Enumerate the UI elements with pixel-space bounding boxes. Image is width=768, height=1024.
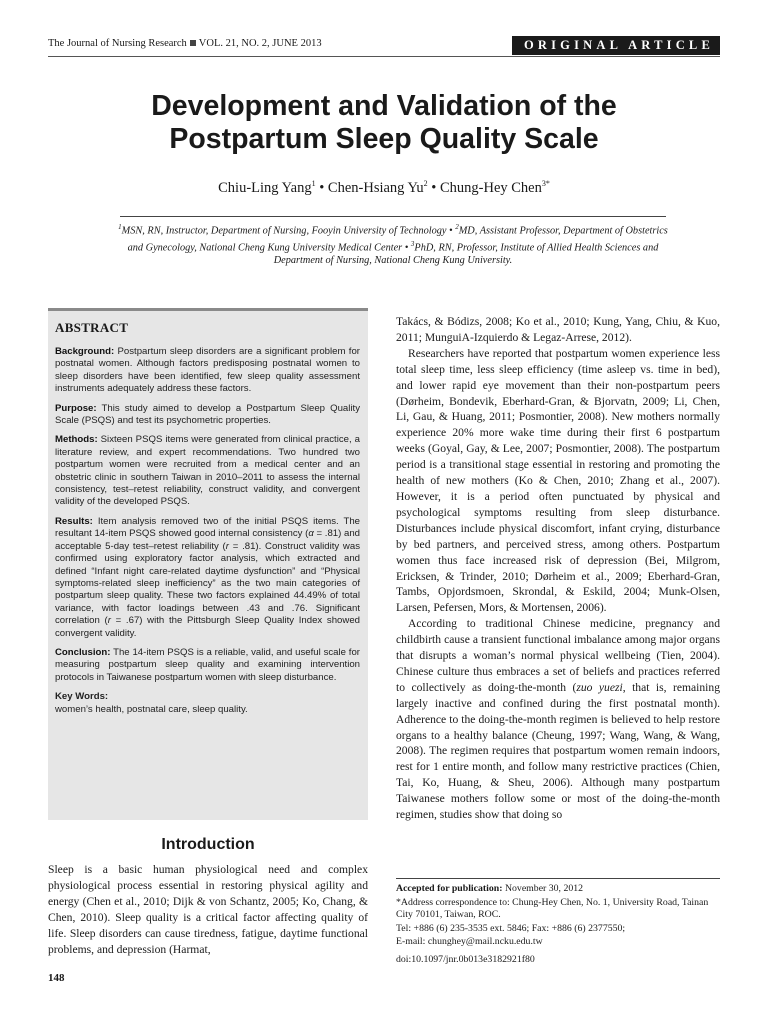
corresponding-star: * [545,179,550,188]
results-label: Results: [55,515,93,527]
author-3-affil-num: 3 [541,179,546,188]
affil-2-num: 2 [455,223,459,231]
results-text: = .81) and acceptable 5-day test–retest reliability ( [55,528,360,552]
results-text: Item analysis removed two of the initial PSQS items. The resultant 14-item PSQS showed good internal consistency ( [55,515,360,540]
affil-1: MSN, RN, Instructor, Department of Nursing, Fooyin University of Technology • [121,225,456,237]
abstract-keywords [55,691,360,716]
purpose-text: This study aimed to develop a Postpartum Sleep Quality Scale (PSQS) and test its psychometric properties. [55,402,360,427]
journal-name: The Journal of Nursing Research [48,38,187,49]
affiliation-divider [120,216,666,217]
accepted-label: Accepted for publication: [396,883,503,894]
doi: doi:10.1097/jnr.0b013e3182921f80 [396,953,535,965]
author-separator: • [427,179,440,196]
affil-1-num: 1 [118,223,122,231]
article-title [48,90,720,156]
abstract-conclusion [55,647,360,684]
alpha-symbol: α [308,528,314,540]
footnote [396,883,720,968]
abstract-methods [55,434,360,508]
contact-email: E-mail: chunghey@mail.ncku.edu.tw [396,936,543,948]
abstract-box [48,308,368,820]
keywords-label: Key Words: [55,691,109,703]
abstract-results [55,516,360,640]
r-symbol: r [107,615,111,627]
conclusion-label: Conclusion: [55,646,111,658]
abstract-background [55,346,360,396]
journal-citation [48,38,322,49]
paragraph-text: , that is, remaining largely inactive and confined during the first postnatal month). Adherence to the doing-the-month regimen is believed to help restore organs to a healthy balance (Cheung, 1997; Wang, Wang, & Wang, 2008). The regimen requires that postpartum women remain indoors, rest for 1 entire month, and follow many restrictive practices (Chien, Tai, Ko, Huang, & Sheu, 2006). Although many postpartum Taiwanese mothers follow some or most of the doing-the-month regimen, studies show that doing so [396,680,721,822]
right-column-text [396,314,720,823]
correspondence-address: *Address correspondence to: Chung-Hey Chen, No. 1, University Road, Tainan City 70101, Taiwan, ROC. [396,896,709,921]
r-symbol: r [225,540,229,552]
paragraph: Researchers have reported that postpartum women experience less total sleep time, less sleep efficiency (time asleep vs. time in bed), and lower rapid eye movement than their non-postpartum peers (Dørheim, Bondevik, Eberhard-Gran, & Bjorvatn, 2009; Li, Chen, Li, Gau, & Huang, 2011; Posmontier, 2008). New mothers normally experience 20% more wake time during their first 6 postpartum weeks (Goyal, Gay, & Lee, 2007; Posmontier, 2008). The postpartum period is a transitional stage essential in restoring and promoting the health of new mothers (Ko & Chen, 2010; Zhang et al., 2007). However, it is a period often punctuated by physical and psychological symptoms resulting from sleep disturbance. Disturbances include physical discomfort, infant crying, disturbance by bed partners, and perceived stress, among others. Postpartum women thus face increased risk of depression (Bei, Milgrom, Ericksen, & Trinder, 2010; Dørheim et al., 2009; Eberhard-Gran, Tambs, Opjordsmoen, Skrondal, & Eskild, 2004; Munk-Olsen, Larsen, Pefersen, Mors, & Mortensen, 2006). [396,346,720,615]
title-line-1: Development and Validation of the [151,90,617,122]
accepted-date [396,883,720,896]
affil-2: MD, Assistant Professor, Department of Obstetrics and Gynecology, National Cheng Kung University Medical Center • [127,225,668,254]
purpose-label: Purpose: [55,402,97,414]
results-text: = .81). Construct validity was confirmed using exploratory factor analysis, which extracted and defined “Infant night care-related daytime dysfunction” and “Physical symptoms-related sleep inefficiency” as the two main categories of postpartum sleep quality. These two factors explained 44.49% of total variance, with factor loadings between .43 and .76. Significant correlation ( [55,540,360,627]
author-2-affil: 2 [423,179,428,188]
author-separator: • [315,179,328,196]
abstract-purpose [55,403,360,428]
paragraph [396,616,720,823]
abstract-heading: ABSTRACT [55,320,129,335]
author-3: Chung-Hey Chen [439,179,542,196]
running-head [48,36,720,56]
italic-term: zuo yuezi [576,680,623,694]
background-label: Background: [55,346,115,357]
author-2: Chen-Hsiang Yu [327,179,424,196]
header-divider [48,56,720,57]
introduction-text: Sleep is a basic human physiological need and complex physiological process essential in restoring physical agility and energy (Chen et al., 2010; Dijk & von Schantz, 2005; Ko, Chang, & Chen, 2010). Sleep quality is a critical factor affecting quality of life. Sleep disorders can cause tiredness, fatigue, daytime functional problems, and depression (Harmat, [48,863,368,956]
affil-3: PhD, RN, Professor, Institute of Allied Health Sciences and Department of Nursing, National Cheng Kung University. [273,242,659,267]
affil-3-num: 3 [410,239,415,248]
author-1-affil: 1 [311,179,316,188]
introduction-heading: Introduction [161,836,255,853]
methods-label: Methods: [55,434,98,446]
affiliations [110,221,676,267]
author-list [48,179,720,197]
paragraph: Takács, & Bódizs, 2008; Ko et al., 2010; Kung, Yang, Chiu, & Kuo, 2011; MunguiA-Izquierdo & Legaz-Arrese, 2012). [396,315,720,344]
methods-text: Sixteen PSQS items were generated from clinical practice, a literature review, and expert recommendations. Two hundred two postpartum women were recruited from a medical center and an obstetric clinic in southern Taiwan in 2010–2011 to assess the internal consistency, test–retest reliability, construct validity, and convergent validity of the developed PSQS. [55,434,360,508]
page-number: 148 [48,972,65,984]
background-text: Postpartum sleep disorders are a significant problem for postnatal women. Although factors predisposing postnatal women to sleep disorders have been identified, few sleep quality assessment instruments adequately address these factors. [55,346,360,395]
author-3-affil [542,179,550,188]
results-text: = .67) with the Pittsburgh Sleep Quality Index showed convergent validity. [55,615,360,639]
footnote-divider [396,878,720,879]
journal-volume: VOL. 21, NO. 2, JUNE 2013 [198,38,322,49]
author-1: Chiu-Ling Yang [218,179,312,196]
accepted-value: November 30, 2012 [502,883,584,894]
contact-phone: Tel: +886 (6) 235-3535 ext. 5846; Fax: +886 (6) 2377550; [396,922,626,934]
keywords-text: women’s health, postnatal care, sleep quality. [55,703,248,715]
conclusion-text: The 14-item PSQS is a reliable, valid, and useful scale for measuring postpartum sleep quality and examining intervention protocols in Taiwanese postpartum women with sleep disturbance. [55,646,360,683]
paragraph-text: According to traditional Chinese medicine, pregnancy and childbirth cause a transient functional imbalance among major organs that disrupts a woman’s normal physical wellbeing (Tien, 2004). Chinese culture thus embraces a set of beliefs and practices referred to collectively as doing-the-month ( [396,617,720,694]
article-type-badge: ORIGINAL ARTICLE [512,36,720,55]
square-bullet-icon [190,40,196,46]
abstract-body [55,346,360,723]
title-line-2: Postpartum Sleep Quality Scale [169,123,599,155]
